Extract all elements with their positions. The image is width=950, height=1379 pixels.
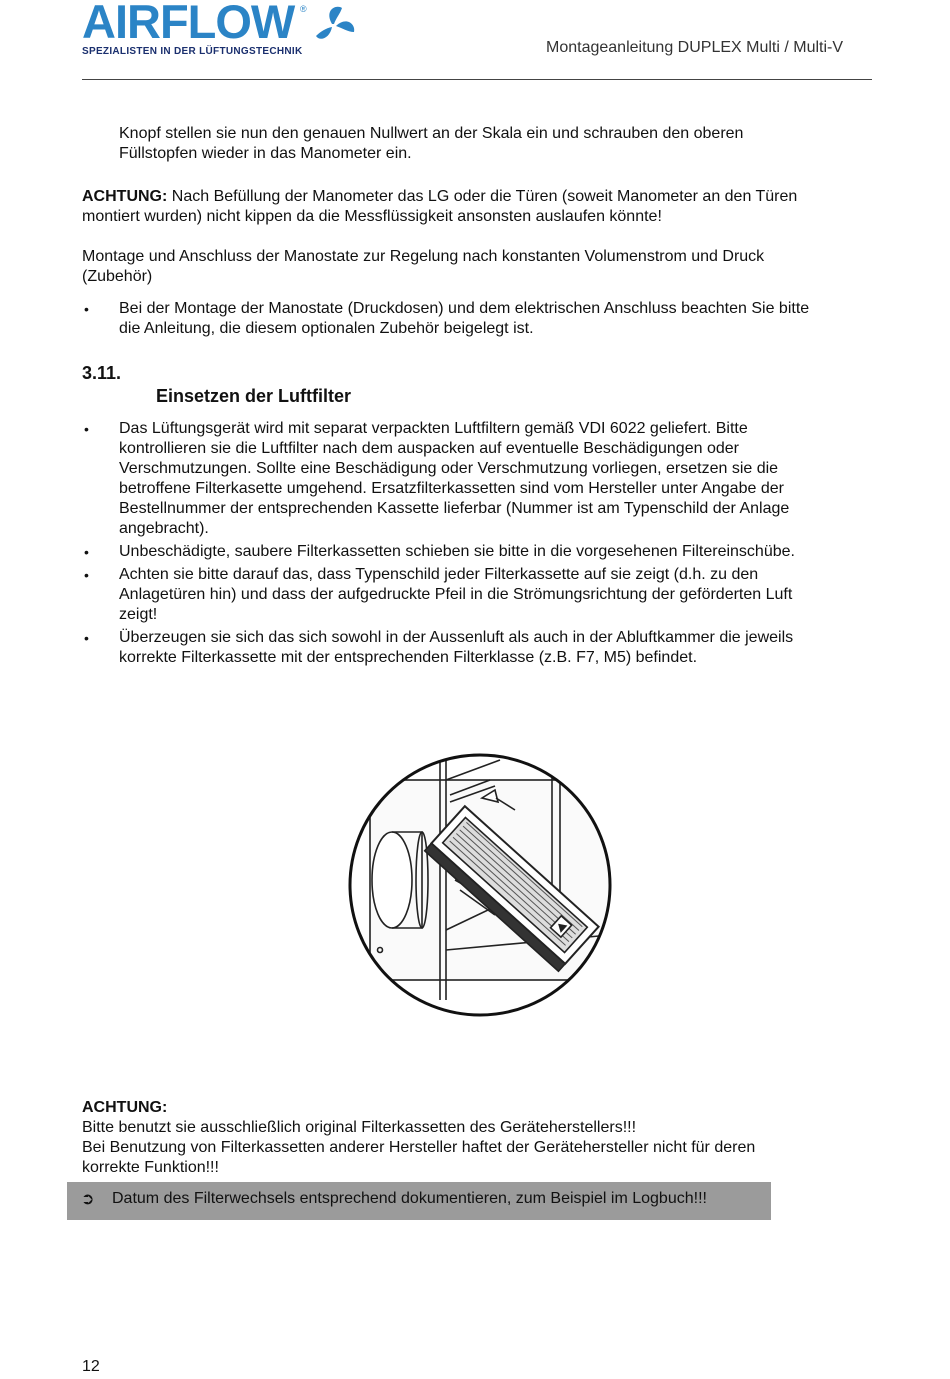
list-item: Unbeschädigte, saubere Filterkassetten schieben sie bitte in die vorgesehenen Filtereinschübe. bbox=[119, 543, 795, 560]
list-item: zeigt! bbox=[119, 606, 158, 623]
section-title: Einsetzen der Luftfilter bbox=[156, 386, 352, 406]
warning-text: Bitte benutzt sie ausschließlich original Filterkassetten des Geräteherstellers!!! bbox=[82, 1119, 637, 1136]
list-item: angebracht). bbox=[119, 520, 209, 537]
list-item: Bei der Montage der Manostate (Druckdosen) und dem elektrischen Anschluss beachten Sie bitte bbox=[119, 300, 810, 317]
list-item: Bestellnummer der entsprechenden Kassette lieferbar (Nummer ist am Typenschild der Anlage bbox=[119, 500, 790, 517]
bullet-icon: • bbox=[84, 421, 89, 437]
bullet-icon: • bbox=[84, 630, 89, 646]
list-item: korrekte Filterkassette mit der entsprechenden Filterklasse (z.B. F7, M5) befindet. bbox=[119, 649, 698, 666]
list-item: Anlagetüren hin) und dass der aufgedruckte Pfeil in die Strömungsrichtung der geförderten Luft bbox=[119, 586, 793, 603]
filter-insertion-illustration bbox=[330, 740, 630, 1030]
achtung-label: ACHTUNG: bbox=[82, 188, 168, 205]
intro-line: Füllstopfen wieder in das Manometer ein. bbox=[119, 145, 412, 162]
warning-text: korrekte Funktion!!! bbox=[82, 1159, 219, 1176]
bullet-icon: • bbox=[84, 544, 89, 560]
bullet-icon: • bbox=[84, 567, 89, 583]
arrow-right-icon: ➲ bbox=[81, 1191, 95, 1208]
section-number: 3.11. bbox=[82, 363, 122, 383]
list-item: betroffene Filterkasette umgehend. Ersatzfilterkassetten sind vom Hersteller unter Angabe der bbox=[119, 480, 784, 497]
list-item: Das Lüftungsgerät wird mit separat verpackten Luftfiltern gemäß VDI 6022 geliefert. Bitte bbox=[119, 420, 748, 437]
achtung-text: Nach Befüllung der Manometer das LG oder die Türen (soweit Manometer an den Türen bbox=[167, 188, 798, 205]
logo-wordmark: AIRFLOW bbox=[82, 0, 295, 48]
fan-logo-icon bbox=[310, 4, 358, 44]
document-title: Montageanleitung DUPLEX Multi / Multi-V bbox=[546, 39, 844, 56]
list-item: Überzeugen sie sich das sich sowohl in der Aussenluft als auch in der Abluftkammer die jeweils bbox=[119, 629, 794, 646]
list-item: Achten sie bitte darauf das, dass Typenschild jeder Filterkassette auf sie zeigt (d.h. zu den bbox=[119, 566, 759, 583]
list-item: die Anleitung, die diesem optionalen Zubehör beigelegt ist. bbox=[119, 320, 534, 337]
achtung-paragraph bbox=[82, 187, 872, 207]
logo-tagline: SPEZIALISTEN IN DER LÜFTUNGSTECHNIK bbox=[82, 46, 303, 57]
warning-text: Bei Benutzung von Filterkassetten anderer Hersteller haftet der Gerätehersteller nicht für deren bbox=[82, 1139, 756, 1156]
warning-label: ACHTUNG: bbox=[82, 1099, 168, 1116]
montage-paragraph: Montage und Anschluss der Manostate zur Regelung nach konstanten Volumenstrom und Druck bbox=[82, 248, 765, 265]
montage-paragraph: (Zubehör) bbox=[82, 268, 153, 285]
registered-mark: ® bbox=[300, 4, 307, 14]
bullet-icon: • bbox=[84, 301, 89, 317]
achtung-text: montiert wurden) nicht kippen da die Messflüssigkeit ansonsten auslaufen könnte! bbox=[82, 208, 662, 225]
list-item: kontrollieren sie die Luftfilter nach dem auspacken auf eventuelle Beschädigungen oder bbox=[119, 440, 739, 457]
page-number: 12 bbox=[82, 1358, 100, 1375]
header-divider bbox=[82, 79, 872, 80]
list-item: Verschmutzungen. Sollte eine Beschädigung oder Verschmutzung vorliegen, ersetzen sie die bbox=[119, 460, 779, 477]
intro-line: Knopf stellen sie nun den genauen Nullwert an der Skala ein und schrauben den oberen bbox=[119, 125, 744, 142]
callout-text: Datum des Filterwechsels entsprechend dokumentieren, zum Beispiel im Logbuch!!! bbox=[112, 1190, 707, 1207]
